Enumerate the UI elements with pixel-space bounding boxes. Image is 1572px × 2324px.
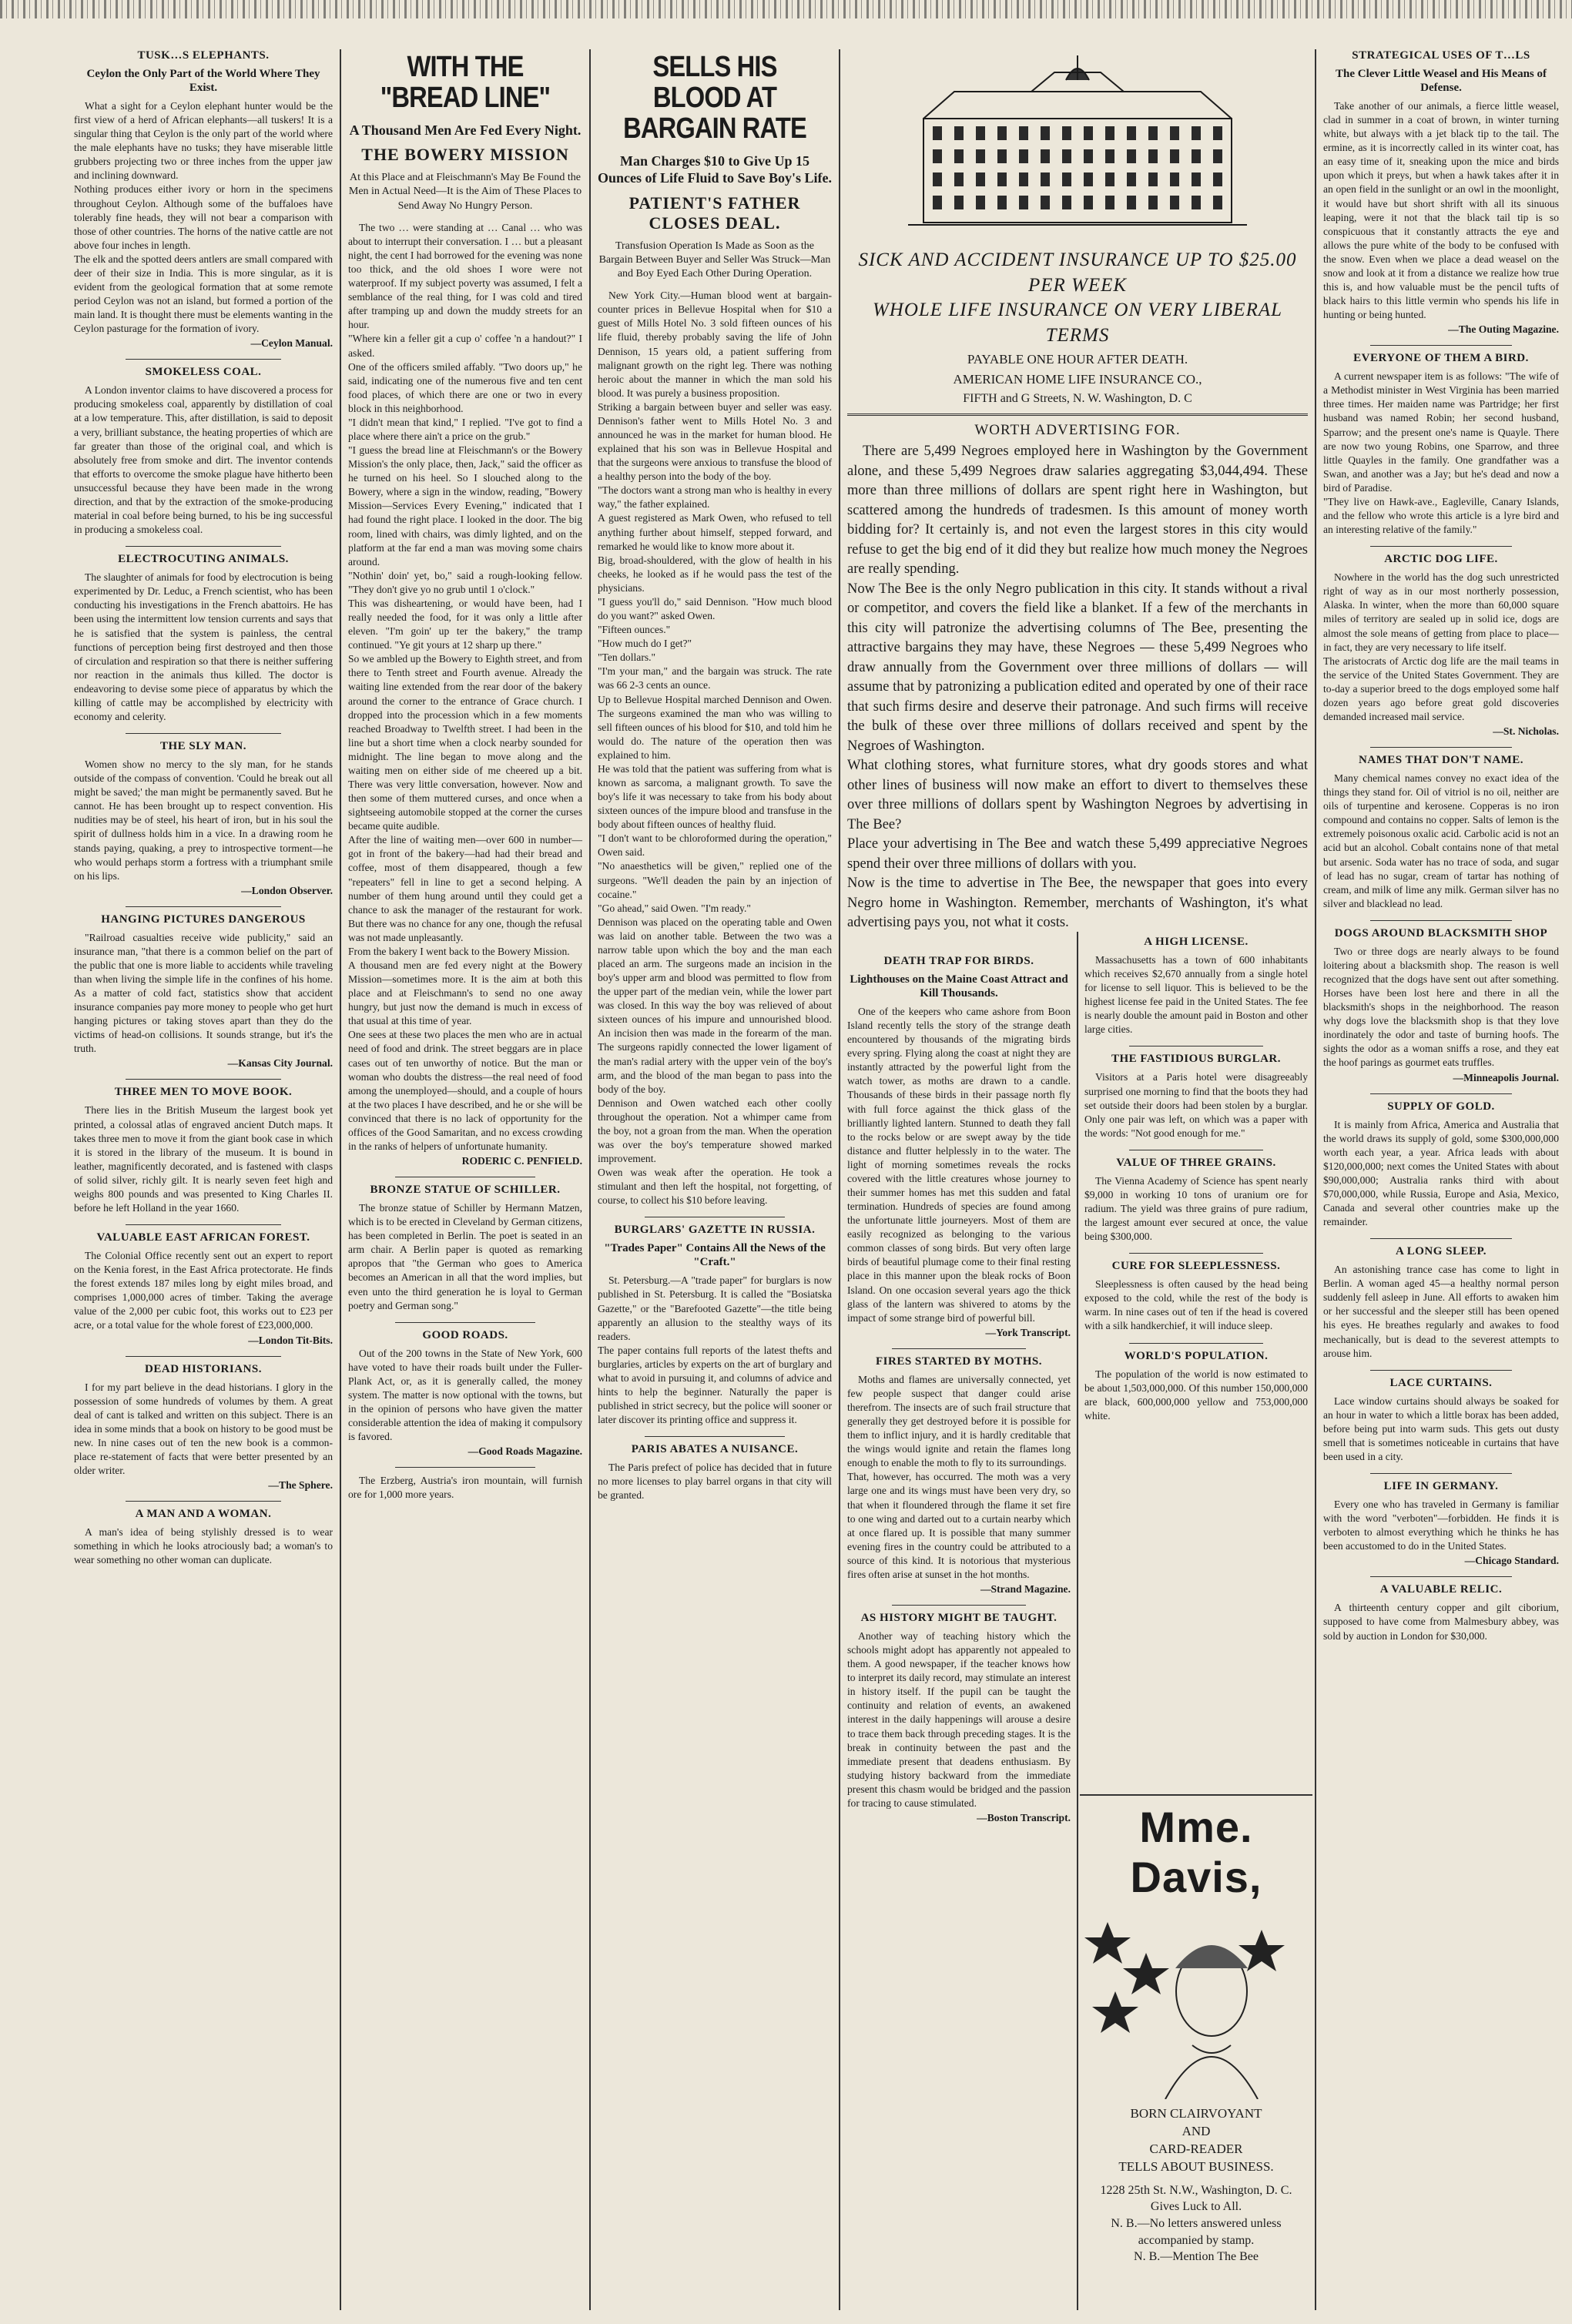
article-body: Lace window curtains should always be soaked for an hour in water to which a little borax has been added, before being put into warm suds. This gets out dusty smell that is sometimes noticeable in curtains that have been used in a city. [1323,1395,1559,1463]
building-window [976,126,985,140]
article [847,1612,1071,1824]
building-window [1105,126,1114,140]
article-body: An astonishing trance case has come to light in Berlin. A woman aged 45—a healthy normal person suddenly fell asleep in June. All efforts to awaken him or her successful and the sleeper still has been opened his eyes. He breathes regularly and awakes to food mechanically, but is dead to the severest attempts to arouse him. [1323,1264,1559,1359]
article-source: —The Sphere. [268,1479,333,1492]
davis-line-7: N. B.—Mention The Bee [1134,2250,1259,2264]
article-summary: Transfusion Operation Is Made as Soon as the Bargain Between Buyer and Seller Was Struck—Man and Boy Eyed Each Other During Operation. [598,239,831,280]
column-rule [839,49,840,2310]
building-window [997,126,1007,140]
page-top-edge [0,0,1572,18]
article-headline: BRONZE STATUE OF SCHILLER. [370,1184,561,1197]
article [74,1508,333,1567]
article-body: Many chemical names convey no exact idea of the things they stand for. Oil of vitriol is no oil, neither are oils of turpentine and kerosene. Copperas is no iron compound and contains no copper. Salts of lemon is the extremely poisonous oxalic acid. Carbolic acid is not an acid but an alcohol. Cobalt contains none of that metal but arsenic. Soda water has no trace of soda, and sugar of lead has no sugar, cream of tartar has nothing of cream, and milk of lime any milk. German silver has no silver and blacklead no lead. [1323,772,1559,909]
building-window [1084,126,1093,140]
article-headline: LACE CURTAINS. [1389,1376,1493,1389]
column-rule [1077,932,1078,2310]
article-divider [1370,1473,1512,1474]
article-body: A thirteenth century copper and gilt ciborium, supposed to have come from Malmesbury abbey, was sold by auction in London for $30,000. [1323,1602,1559,1642]
building-window [1127,172,1136,186]
building-window [1084,172,1093,186]
article-headline: BURGLARS' GAZETTE IN RUSSIA. [614,1224,816,1237]
article-divider [395,1467,535,1468]
article-divider [1370,920,1512,921]
article-source: —Chicago Standard. [1464,1555,1559,1567]
article-source: —Boston Transcript. [977,1811,1071,1823]
column-rule [1315,49,1316,2310]
article-source: —St. Nicholas. [1493,725,1559,738]
article-divider [126,733,281,734]
building-window [1192,172,1201,186]
article-divider [126,1501,281,1502]
article-body: Massachusetts has a town of 600 inhabitants which receives $2,670 annually from a single hotel for license to sell liquor. This is believed to be the highest license fee paid in the United States. The fee is nearly double the amount paid in Boston and other large cities. [1084,954,1308,1036]
building-window [1213,172,1222,186]
building-window [1041,196,1050,209]
article-body: The Vienna Academy of Science has spent nearly $9,000 in working 10 tons of uranium ore for radium. The yield was three grains of pure radium, the largest amount ever secured at once, the value being $300,000. [1084,1174,1308,1243]
article-summary: At this Place and at Fleischmann's May Be Found the Men in Actual Need—It is the Aim of These Places to Send Away No Hungry Person. [348,172,582,212]
article [74,740,333,897]
ad-payable: PAYABLE ONE HOUR AFTER DEATH. [967,352,1188,367]
article-source: —The Outing Magazine. [1448,323,1559,336]
building-illustration [908,49,1247,242]
column-6 [1319,49,1564,2310]
article-body: St. Petersburg.—A "trade paper" for burglars is now published in St. Petersburg. It is called the "Bosiatska Gazette," or the "Barefooted Gazette"—the title being apparently an allusion to the stealthy ways of its readers. The paper contains full reports of the latest thefts and burglaries, articles by experts on the art of burglary and what to avoid in pursuing it, and columns of advice and hints to help the beginner. Naturally the paper is published in strict secrecy, but the police will sooner or later discover its printing office and suppress it. [598,1274,832,1426]
column-rule [340,49,341,2310]
building-window [1192,126,1201,140]
building-window [1127,196,1136,209]
davis-line-4: TELLS ABOUT BUSINESS. [1118,2158,1274,2174]
article-body: Out of the 200 towns in the State of New York, 600 have voted to have their roads built under the Fuller-Plank Act, or, as it is generally called, the money system. The matter is now optional with the towns, but in the opinion of persons who have given the matter considerable attention the idea of making it compulsory is favored. [348,1347,582,1443]
article-deck: A Thousand Men Are Fed Every Night. [349,122,582,138]
article-body: Nowhere in the world has the dog such unrestricted right of way as in our most northerly possession, Alaska. In winter, when the more than 60,000 square miles of territory are sealed up in solid ice, dogs are almost the sole means of getting from place to place—in fact, they are very necessary to life itself. The aristocrats of Arctic dog life are the mail teams in the service of the United States Government. They are to-day a superior breed to the dogs employed some half dozen years ago before great gold discoveries demanded increased mail service. [1323,571,1559,722]
building-window [1105,149,1114,163]
article-source: —York Transcript. [985,1326,1071,1338]
article-body: The population of the world is now estimated to be about 1,503,000,000. Of this number 150,000,000 are black, 600,000,000 yellow and 753,000,000 white. [1084,1368,1308,1422]
article-source: —London Tit-Bits. [248,1334,333,1346]
article-headline: DEAD HISTORIANS. [145,1362,262,1375]
davis-line-2: AND [1182,2123,1211,2138]
column-1 [69,49,337,2310]
article-divider [1129,1253,1263,1254]
davis-name: Mme. Davis, [1130,1803,1262,1901]
article-body: The bronze statue of Schiller by Hermann Matzen, which is to be erected in Cleveland by German citizens, has been completed in Berlin. The poet is seated in an arm chair. A Berlin paper is quoted as remarking apropos that "the German who goes to America becomes an American in all that the word implies, but even unto the third generation he is loyal to German poetry and German song." [348,1202,582,1311]
article-divider [645,1436,785,1437]
article-divider [126,906,281,907]
column-3 [593,49,836,2310]
building-window [1041,126,1050,140]
article-body: The slaughter of animals for food by electrocution is being experimented by Dr. Leduc, a French scientist, who has been conducting his investigations in the French abattoirs. He has been using the intermittent low tension currents and says that he is satisfied that the system is painless, the central functions of perception being first destroyed and then those of circulation and respiration so that there is neither suffering nor reaction in the animals thus killed. The doctor is endeavoring to devise some piece of apparatus by which the killing of cattle may be accomplished by electricity with economy and celerity. [74,571,333,722]
article-body: The Colonial Office recently sent out an expert to report on the Kenia forest, in the East Africa protectorate. He finds the forest extends 187 miles long by eight miles broad, and comprises 1,000,000 acres of timber. Taking the average value of the 2,000 per cubic foot, this works out to £23 per acre, or a total value for the whole forest of £23,000,000. [74,1250,333,1331]
article-headline: FIRES STARTED BY MOTHS. [875,1355,1042,1368]
building-window [1213,126,1222,140]
davis-address: 1228 25th St. N.W., Washington, D. C. [1100,2183,1292,2197]
building-window [1213,196,1222,209]
article-body: New York City.—Human blood went at bargain-counter prices in Bellevue Hospital when for $10 a guest of Mills Hotel No. 3 sold fifteen ounces of his life fluid, thereby probably saving the life of John Dennison, 15 years old, a patient suffering from malignant growth on the right leg. There was nothing heroic about the manner in which the man sold his blood. It was purely a business proposition. Striking a bargain between buyer and seller was easy. Dennison's father went to Mills Hotel No. 3 and announced he was in the market for human blood. He explained that his son was in Bellevue Hospital and that the surgeons were anxious to transfuse the blood of a healthy person into the body of the boy. "The doctors want a strong man who is healthy in every way," the father explained. A guest registered as Mark Owen, who refused to tell anything further about himself, stepped forward, and remarked he would like to know more about it. Big, broad-shouldered, with the glow of health in his cheeks, he looked as if he would pass the test of the physicians. "I guess you'll do," said Dennison. "How much blood do you want?" asked Owen. "Fifteen ounces." "How much do I get?" "Ten dollars." "I'm your man," and the bargain was struck. The rate was 66 2-3 cents an ounce. Up to Bellevue Hospital marched Dennison and Owen. The surgeons examined the man who was willing to sell fifteen ounces of his blood for $10, and told him he would do. The nature of the operation then was explained to him. He was told that the patient was suffering from what is known as sarcoma, a malignant growth. To save the boy's life it was necessary to take from his body about sixteen ounces of the impure blood and transfuse in the body about fifteen ounces of healthy fluid. "I don't want to be chloroformed during the operation," Owen said. "No anaesthetics will be given," replied one of the surgeons. "We'll deaden the pain by an injection of cocaine." "Go ahead," said Owen. "I'm ready." Dennison was placed on the operating table and Owen was laid on another table. Between the two was a narrow table upon which the boy and the man each placed an arm. The surgeons made an incision in the boy's upper arm and blood was permitted to flow from the upper part of the median vein, while the lower part was closed. In this way the boy was relieved of about sixteen ounces of his impure and unnourished blood. An incision then was made in the forearm of the man. The surgeons rapidly connected the lower ligament of the man's radial artery with the upper vein of the boy's arm, and the blood of the man began to pass into the body of the boy. Dennison and Owen watched each other coolly throughout the operation. Not a whimper came from the boy, not a groan from the man. When the operation was over the boy's temperature showed marked improvement. Owen was weak after the operation. He took a stimulant and then left the hospital, not forgetting, of course, to collect his $10 before leaving. [598,290,832,1207]
article [847,1355,1071,1596]
article-headline: VALUABLE EAST AFRICAN FOREST. [96,1231,310,1244]
building-window [1019,196,1028,209]
article-source: —Minneapolis Journal. [1453,1071,1559,1083]
building-window [1192,149,1201,163]
article-divider [126,546,281,547]
article-divider [1370,1576,1512,1577]
article-headline: ARCTIC DOG LIFE. [1384,553,1498,566]
article [74,1086,333,1215]
building-window [1062,196,1071,209]
building-window [1170,149,1179,163]
article-divider [395,1322,535,1323]
clairvoyant-ad [1080,1794,1312,2310]
article-body: A current newspaper item is as follows: "The wife of a Methodist minister in West Virginia has been married three times. Her maiden name was Partridge; her first husband was named Robin; her second husband, Sparrow; and the present one's name is Quayle. There are now two young Robins, one Sparrow, and three little Quayles in the family. One grandfather was a Swan, and another was a Jay; but he's dead and now a bird of Paradise. "They live on Hawk-ave., Eagleville, Canary Islands, and the fellow who wrote this article is a lyre bird and an interesting relative of the family." [1323,370,1559,536]
ad-address: FIFTH and G Streets, N. W. Washington, D. C [963,392,1192,406]
building-window [1148,196,1158,209]
article [1323,754,1559,911]
building-window [1148,126,1158,140]
building-window [1062,126,1071,140]
building-window [933,172,942,186]
article-headline: EVERYONE OF THEM A BIRD. [1353,352,1529,365]
article-headline: SUPPLY OF GOLD. [1387,1100,1495,1113]
article-body: One of the keepers who came ashore from Boon Island recently tells the story of the strange death encountered by thousands of the migrating birds every spring. Flying along the coast at night they are instantly attracted by the powerful light from the watch tower, as moths are drawn to a candle. Thousands of these birds in their passage north fly with full force against the thick glass of the brilliantly lighted lantern. Stunned to death they fall to the rocks below or are swept away by the tide distance and flutter helplessly in to the water. The light of morning sometimes reveals the rocks covered with the little creatures whose journey to their summer homes has met this sudden and fatal termination. Hundreds of species are found among the unfortunate little journeyers. Most of them are easily recognized as belonging to the various common classes of song birds. But very often large birds of beautiful plumage come to their final resting place in this manner upon the bleak rocks of Boon Island. On one occasion several years ago the thick glass of the lantern was shivered to atoms by the impact of some strange bird of powerful bill. [847,1006,1071,1324]
article [598,1224,832,1427]
article-headline: THREE MEN TO MOVE BOOK. [114,1086,293,1099]
article-body: Another way of teaching history which the schools might adopt has apparently not appealed to them. A good newspaper, if the teacher knows how to interpret its daily record, may stimulate an interest in history itself. If the pupil can be taught the continuity and relation of events, an awakened interest in the daily happenings will arouse a desire to trace them back through preceding stages. It is the break in continuity between the past and the immediate present that deadens enthusiasm. By studying history backward from the immediate present this chasm would be bridged and the passion for tracing to cause stimulated. [847,1629,1071,1809]
ad-headline-2: WHOLE LIFE INSURANCE ON VERY LIBERAL TERMS [872,300,1283,346]
article-body: "Railroad casualties receive wide publicity," said an insurance man, "that there is a common belief on the part of the public that one is more liable to accidents while traveling than when living the simple life in the confines of his home. As a matter of cold fact, statistics show that accident insurance companies pay more money to people who get hurt hanging pictures or taking stoves apart than they do the victims of head-on collisions. It sounds strange, but it's the truth. [74,931,333,1055]
article [1323,352,1559,537]
building-window [954,126,964,140]
building-window [997,149,1007,163]
article-subheadline: PATIENT'S FATHER CLOSES DEAL. [628,193,801,233]
building-window [1127,149,1136,163]
article [1323,1245,1559,1361]
article-body: Take another of our animals, a fierce little weasel, clad in summer in a coat of brown, in winter turning white, but always with a jet black tip to the tail. The ermine, as it is incorrectly called in its winter coat, has an easy time of it, sneaking upon the mice and birds upon which it preys, but when a hawk takes after it in an open field in the sunlight or an owl in the moonlight, it would have but short shrift with all its sinuous leaping, were it not that the black tail tip is so conspicuous that it constantly attracts the eye and allows the pure white of the body to be confused with the snow. Even when we place a dead weasel on the snow and look at it from a distance we realize how true this is, and how valuable must be the pencil tufts of black hairs to this little vermin who spends his life in hunting or being hunted. [1323,100,1559,321]
article-source: RODERIC C. PENFIELD. [461,1155,582,1167]
insurance-ad [843,49,1312,1035]
article [348,52,582,1167]
building-window [1105,196,1114,209]
article-headline: NAMES THAT DON'T NAME. [1358,754,1524,767]
article [1323,1100,1559,1230]
article [847,955,1071,1339]
article-body: The two … were standing at … Canal … who was about to interrupt their conversation. I … but a pleasant night, the cent I had borrowed for the evening was none too thick, and the old shoes I wore were not waterproof. If my subject poverty was assumed, I felt a semblance of the real thing, for I was cold and tired after tramping up and down the muddy streets for an hour. "Where kin a feller git a cup o' coffee 'n a handout?" I asked. One of the officers smiled affably. "Two doors up," he said, indicating one of the numerous five and ten cent food places, of which there are one or two in every block in this neighborhood. "I didn't mean that kind," I replied. "I've got to find a place where there ain't a price on the grub." "I guess the bread line at Fleischmann's or the Bowery Mission's the only place, then, Jack," said the officer as he turned on his heel. So I slouched along to the Bowery, where a sign in the window, reading, "Bowery Mission—Services Every Evening," indicated that I had found the right place. I looked in the door. The big room, lined with chairs, was dimly lighted, and on the platform at the far end a man was moving some chairs around. "Nothin' doin' yet, bo," said a rough-looking fellow. "They don't give yo no grub until 1 o'clock." This was disheartening, or would have been, had I really needed the food, for it was only a little after eleven. "I'm goin' up ter the bakery," the tramp continued. "Ye git yours at 12 sharp up there." So we ambled up the Bowery to Eighth street, and from there to Tenth street and Fourth avenue. Already the waiting line extended from the rear door of the bakery around the corner to the entrance of Grace church. I dropped into the procession which in a few moments reached Broadway to Twelfth street. I had been in the line but a short time when a clock nearby sounded for midnight. The line began to move along and the waiting men on either side of me cheered up a bit. There was very little conversation, however. Now and then some of them muttered curses, and once when a sightseeing automobile stopped at the corner the curses became quite audible. After the line of waiting men—over 600 in number—got in front of the bakery—had had their bread and coffee, most of them disappeared, though a few "repeaters" fell in line to get a second helping. A number of them hung around until they could get a chance to ask the manager of the restaurant for work. But there was no chance for any one, though the refusal was not made unpleasantly. From the bakery I went back to the Bowery Mission. A thousand men are fed every night at the Bowery Mission—sometimes more. It is the aim at both this place and at Fleischmann's to send no one away hungry, but just now the demand is much in excess of that usual at this time of year. One sees at these two places the men who are in actual need of food and drink. The street beggars are in place cases out of ten unworthy of notice. But the man or woman who doubts the distress—the real need of food among the unemployed—should, and a couple of hours at the two places I have described, and he or she will be convinced that there is no lack of opportunity for the offices of the Good Samaritan, and no excess crowding in the ranks of helpers of unfortunate humanity. [348,221,582,1152]
article-headline: PARIS ABATES A NUISANCE. [631,1443,799,1456]
article-source: —Kansas City Journal. [227,1057,333,1070]
article-subheadline: THE BOWERY MISSION [361,145,569,165]
column-2 [344,49,587,2310]
article [1323,1377,1559,1464]
article [74,1363,333,1492]
article-subheadline: Lighthouses on the Maine Coast Attract and Kill Thousands. [850,973,1068,1000]
article-source: —London Observer. [241,884,333,896]
article-divider [1370,1238,1512,1239]
column-5 [1080,936,1312,1802]
article-divider [126,1224,281,1225]
article-source: —Good Roads Magazine. [468,1445,582,1458]
column-4 [843,955,1075,2310]
building-window [1148,172,1158,186]
article [74,366,333,537]
article-headline: A VALUABLE RELIC. [1379,1583,1503,1596]
article-body: A man's idea of being stylishly dressed is to wear something in which he looks atrociously bad; a woman's to wear something no other woman can duplicate. [74,1526,333,1566]
article [1084,1053,1308,1140]
building-window [1105,172,1114,186]
article [74,553,333,724]
article-divider [1370,345,1512,346]
article-subheadline: Ceylon the Only Part of the World Where They Exist. [86,68,320,94]
column-rule [589,49,591,2310]
article-divider [1370,546,1512,547]
article [1084,1157,1308,1244]
article-deck: Man Charges $10 to Give Up 15 Ounces of Life Fluid to Save Boy's Life. [598,152,833,186]
article-divider [892,1605,1026,1606]
building-window [1170,126,1179,140]
ad-company: AMERICAN HOME LIFE INSURANCE CO., [953,372,1202,387]
article-body: Moths and flames are universally connected, yet few people suspect that danger could arise therefrom. The insects are of such frail structure that generally they get destroyed before it is possible for them to inflict injury, and it is hardly creditable that the wings would ignite and retain the flames long enough to enable the moth to fly to its surroundings. That, however, has occurred. The moth was a very large one and its wings must have been very dry, so that when it floundered through the flame it set fire to one wing and darted out to a curtain nearby which at once flared up. It is possible that many summer evening fires in the country could be attributed to a source of this kind. It is notorious that mysterious fires often arise at sunset in the hot months. [847,1373,1071,1580]
article [1323,553,1559,738]
article-body: It is mainly from Africa, America and Australia that the world draws its supply of gold, some $300,000,000 worth each year, a year. Africa leads with about $120,000,000; next comes the United States with about $90,000,000; Australia ranks third with about $70,000,000, while Russia, Europe and Asia, Mexico, Canada and several other countries make up the remainder. [1323,1118,1559,1228]
article-headline: WORLD'S POPULATION. [1124,1349,1269,1362]
davis-line-6: N. B.—No letters answered unless accompanied by stamp. [1111,2216,1282,2247]
article-headline: TUSK…S ELEPHANTS. [137,49,270,62]
article-divider [126,1356,281,1357]
article-headline: HANGING PICTURES DANGEROUS [101,913,306,926]
building-window [997,196,1007,209]
article-headline: DOGS AROUND BLACKSMITH SHOP [1334,926,1548,939]
article-headline: SELLS HIS BLOOD AT BARGAIN RATE [623,51,806,145]
building-window [997,172,1007,186]
building-window [976,149,985,163]
article-headline: A MAN AND A WOMAN. [135,1508,272,1521]
building-window [954,149,964,163]
article-divider [126,1079,281,1080]
article [348,1184,582,1313]
building-window [1019,149,1028,163]
article-source: —Strand Magazine. [980,1582,1071,1595]
article-headline: SMOKELESS COAL. [145,366,262,379]
article-divider [1370,1093,1512,1094]
article [1323,927,1559,1084]
article-divider [1129,1343,1263,1344]
davis-line-5: Gives Luck to All. [1150,2200,1242,2214]
ad-headline-1: SICK AND ACCIDENT INSURANCE UP TO $25.00 PER WEEK [858,249,1297,296]
article-body: Two or three dogs are nearly always to be found loitering about a blacksmith shop. The reason is well recognized that the dogs have sent out after something. Horses have been lost here and there in all the blacksmith's shops in the neighborhood. The reason why dogs love the blacksmith shop is that they love inordinately the odor and taste of burning hoofs. The sights the odor as a woman sniffs a rose, and they eat the hoof parings as gourmet eats truffles. [1323,945,1559,1069]
notice-headline: WORTH ADVERTISING FOR. [974,421,1181,438]
article [1323,49,1559,336]
building-window [976,172,985,186]
building-window [933,149,942,163]
article-headline: CURE FOR SLEEPLESSNESS. [1111,1260,1281,1273]
article-subheadline: The Clever Little Weasel and His Means of Defense. [1335,68,1547,94]
article [74,49,333,350]
building-window [954,196,964,209]
article [598,1443,832,1502]
building-window [1170,172,1179,186]
building-window [1084,149,1093,163]
building-window [1062,172,1071,186]
article-headline: STRATEGICAL USES OF T…LS [1352,49,1530,62]
article-headline: A LONG SLEEP. [1395,1245,1487,1258]
article [1323,1480,1559,1567]
building-window [1019,172,1028,186]
davis-line-1: BORN CLAIRVOYANT [1130,2106,1262,2121]
article-headline: WITH THE "BREAD LINE" [380,51,551,114]
building-window [933,196,942,209]
article-headline: GOOD ROADS. [422,1328,508,1341]
article-source: —Ceylon Manual. [250,337,333,350]
article [1323,1583,1559,1643]
building-window [1213,149,1222,163]
divider [847,414,1308,416]
article-body: The Erzberg, Austria's iron mountain, will furnish ore for 1,000 more years. [348,1475,582,1501]
article-body: Women show no mercy to the sly man, for he stands outside of the compass of convention. 'Could he break out all might be saved;' the man might be permanently saved. But he cannot. He has been brought up to respect convention. His nudities may be of steel, his heart of iron, but in his soul the spirit of dullness holds him in a vice. In a drawing room he stands paying, quaking, a prey to introspective torment—he who would perhaps storm a fortress with a triumphant smile on his lips. [74,758,333,882]
article-divider [126,359,281,360]
article-headline: LIFE IN GERMANY. [1383,1480,1499,1493]
building-window [1148,149,1158,163]
article-headline: ELECTROCUTING ANIMALS. [118,553,289,566]
article-body: Sleeplessness is often caused by the head being exposed to the cold, while the rest of the body is warm. In nine cases out of ten if the head is covered with a silk handkerchief, it will induce sleep. [1084,1278,1308,1332]
article [348,1474,582,1502]
article [1084,1260,1308,1333]
building-window [1062,149,1071,163]
building-window [1127,126,1136,140]
article-headline: THE FASTIDIOUS BURGLAR. [1111,1053,1281,1066]
building-window [1192,196,1201,209]
article [74,1231,333,1346]
building-window [976,196,985,209]
notice-body: There are 5,499 Negroes employed here in Washington by the Government alone, and these 5,499 Negroes draw salaries aggregating $3,044,494. These more than three millions of dollars are spent right here in Washington, but scattered among the hundreds of tradesmen. Is this amount of money worth bidding for? It certainly is, and not even the largest stores in this city would refuse to get the big end of it did they but realize how much money the Negroes are really spending. Now The Bee is the only Negro publication in this city. It stands without a rival or competitor, and covers the field like a blanket. If a few of the merchants in this city will patronize the advertising columns of The Bee, presenting the attractive bargains they may have, these Negroes — these 5,499 Negroes who draw annually from the Government over three millions of dollars — will assume that by patronizing a publication edited and operated by one of their race that such firms desire and deserve their patronage. And such firms will receive the bulk of these over three millions of dollars received and spent by the Negroes of Washington. What clothing stores, what furniture stores, what dry goods stores and what other lines of business will now make an effort to divert to themselves these over three millions of dollars spent by Washington Negroes by advertising in The Bee? Place your advertising in The Bee and watch these 5,499 appreciative Negroes spend their over three millions of dollars with you. Now is the time to advertise in The Bee, the newspaper that goes into every Negro home in Washington. Remember, merchants of Washington, it's what advertising pays you, not what it costs. [847,443,1308,931]
article [1084,1350,1308,1423]
building-window [1041,172,1050,186]
article [598,52,832,1207]
article [1084,936,1308,1036]
article [348,1329,582,1458]
article-divider [1370,747,1512,748]
article-headline: VALUE OF THREE GRAINS. [1116,1156,1276,1169]
davis-line-3: CARD-READER [1149,2141,1243,2156]
article-body: The Paris prefect of police has decided that in future no more licenses to play barrel organs in that city will be granted. [598,1462,832,1502]
building-window [954,172,964,186]
building-window [1019,126,1028,140]
article-headline: AS HISTORY MIGHT BE TAUGHT. [860,1611,1057,1624]
article [74,913,333,1070]
building-window [1084,196,1093,209]
article-body: A London inventor claims to have discovered a process for producing smokeless coal, apparently by distillation of coal at a low temperature. This, after distillation, is said to deposit a very, brilliant substance, the heating properties of which are far greater than those of the original coal, and which is absolutely free from smoke and dirt. The inventor contends that efforts to overcome the smoke plague have hitherto been unsuccessful because they have been made in the wrong direction, and that by the extraction of the smoke-producing material in coal before being burned, to his be ing successful in producing a smokeless coal. [74,384,333,536]
article-body: I for my part believe in the dead historians. I glory in the possession of some hundreds of volumes by them. A great deal of cant is talked and written on this subject. There is an idea in some minds that a book on history to be good must be new. In nine cases out of ten the new book is a common-place re-statement of facts that were better presented by an older writer. [74,1381,333,1477]
building-window [1041,149,1050,163]
article-body: There lies in the British Museum the largest book yet printed, a colossal atlas of engraved ancient Dutch maps. It takes three men to move it from the giant book case in which it is stored in the library of the museum. It is bound in leather, magnificently decorated, and is fastened with clasps of solid silver, richly gilt. It is nearly seven feet high and weighs 800 pounds and was presented to King Charles II. before he left Holland in the year 1660. [74,1104,333,1214]
article-body: Visitors at a Paris hotel were disagreeably surprised one morning to find that the boots they had set outside their doors had been stolen by a burglar. Only one pair was left, on which was a paper with the words: "Not good enough for me." [1084,1071,1308,1139]
article-divider [892,1348,1026,1349]
article-headline: THE SLY MAN. [160,740,246,753]
article-divider [1370,1370,1512,1371]
article-headline: DEATH TRAP FOR BIRDS. [883,955,1034,967]
article-body: What a sight for a Ceylon elephant hunter would be the first view of a herd of African elephants—all tuskers! It is a singular thing that Ceylon is the only part of the world where the male elephants have no tusks; they have miserable little grubbers projecting two or three inches from the upper jaw and inclining downward. Nothing produces either ivory or horn in the specimens throughout Ceylon. Although some of the buffaloes have tolerably fine heads, they will not bear a comparison with those of other countries. The horns of the native cattle are not above four inches in length. The elk and the spotted deers antlers are small compared with deer of their size in India. This is more singular, as it is evident from the geological formation that at some remote period Ceylon was not an island, but formed a portion of the main land. It is thought there must be elements wanting in the Ceylon pasturage for the formation of ivory. [74,100,334,335]
article-headline: A HIGH LICENSE. [1144,936,1249,948]
portrait-illustration [1084,1907,1308,2099]
building-window [1170,196,1179,209]
article-subheadline: "Trades Paper" Contains All the News of the "Craft." [604,1242,826,1269]
article-body: Every one who has traveled in Germany is familiar with the word "verboten"—forbidden. He finds it is verboten to almost everything which he thinks he has been accustomed to do in the United States. [1323,1499,1559,1552]
building-window [933,126,942,140]
